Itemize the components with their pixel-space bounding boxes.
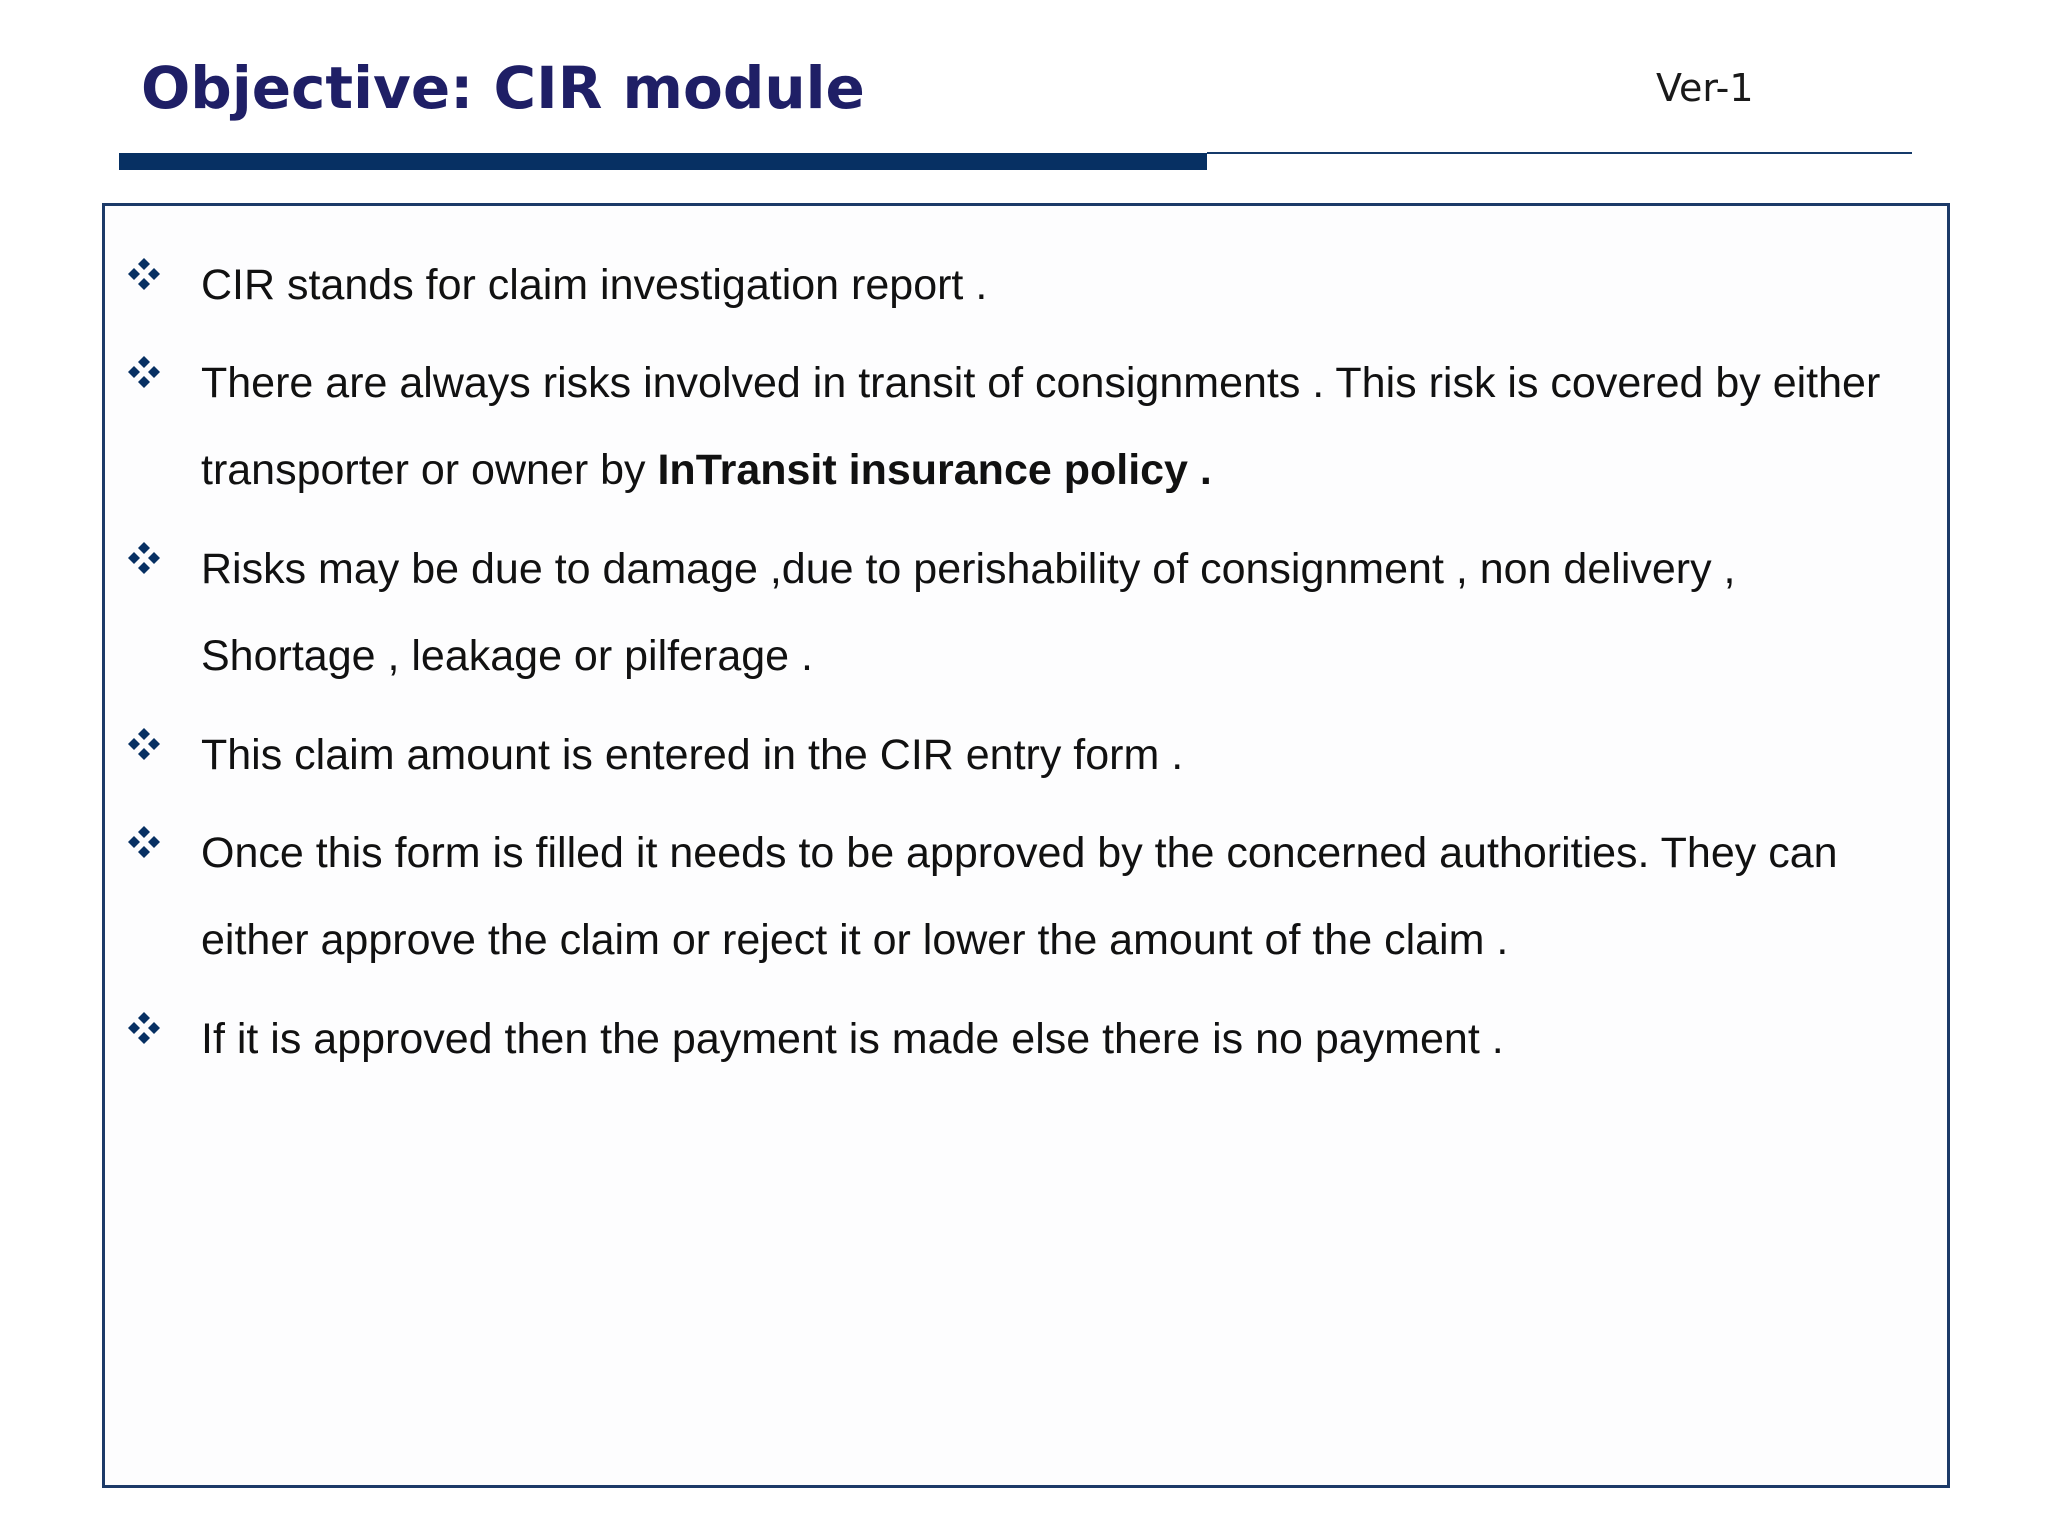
- four-diamond-bullet-icon: [127, 541, 161, 575]
- four-diamond-bullet-icon: [127, 257, 161, 291]
- bullet-text: This claim amount is entered in the CIR entry form .: [201, 731, 1184, 779]
- slide-title: Objective: CIR module: [141, 54, 865, 122]
- bullet-text: CIR stands for claim investigation report .: [201, 261, 988, 309]
- four-diamond-bullet-icon: [127, 727, 161, 761]
- four-diamond-bullet-icon: [127, 355, 161, 389]
- bullet-text: Risks may be due to damage ,due to perishability of consignment , non delivery , Shortage , leakage or pilferage .: [201, 545, 1736, 680]
- title-underline-thick: [119, 153, 1207, 170]
- bullet-text: If it is approved then the payment is made else there is no payment .: [201, 1015, 1504, 1063]
- version-label: Ver-1: [1656, 66, 1754, 110]
- bullet-text: There are always risks involved in transit of consignments . This risk is covered by either transporter or owner by InTransit insurance policy .: [201, 359, 1881, 494]
- content-box: [102, 203, 1950, 1488]
- title-underline-thin: [1207, 152, 1912, 154]
- four-diamond-bullet-icon: [127, 825, 161, 859]
- insurance-policy-emphasis: InTransit insurance policy .: [657, 446, 1212, 494]
- four-diamond-bullet-icon: [127, 1011, 161, 1045]
- bullet-text: Once this form is filled it needs to be approved by the concerned authorities. They can either approve the claim or reject it or lower the amount of the claim .: [201, 829, 1838, 964]
